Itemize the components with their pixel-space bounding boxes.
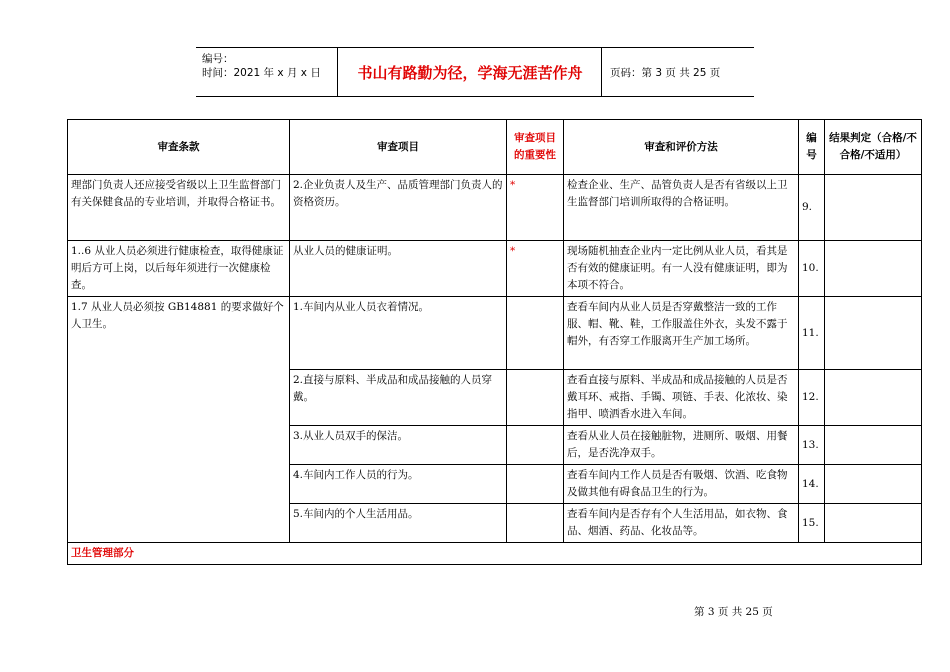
importance-cell <box>507 465 564 504</box>
importance-cell <box>507 426 564 465</box>
header-meta <box>196 48 338 96</box>
section-row <box>68 543 922 565</box>
method-cell: 查看车间内从业人员是否穿戴整洁一致的工作服、帽、靴、鞋，工作服盖住外衣，头发不露于帽外，有否穿工作服离开生产加工场所。 <box>564 297 799 370</box>
method-cell: 检查企业、生产、品管负责人是否有省级以上卫生监督部门培训所取得的合格证明。 <box>564 175 799 241</box>
page-label: 页码：第 3 页 共 25 页 <box>610 66 721 79</box>
method-cell: 现场随机抽查企业内一定比例从业人员，看其是否有效的健康证明。有一人没有健康证明，即为本项不符合。 <box>564 241 799 297</box>
item-cell: 从业人员的健康证明。 <box>290 241 507 297</box>
number-label: 编号： <box>202 53 234 65</box>
item-cell: 3.从业人员双手的保洁。 <box>290 426 507 465</box>
result-cell[interactable] <box>825 370 922 426</box>
method-cell: 查看车间内工作人员是否有吸烟、饮酒、吃食物及做其他有碍食品卫生的行为。 <box>564 465 799 504</box>
header-clause: 审查条款 <box>68 120 290 175</box>
number-cell: 9. <box>799 175 825 241</box>
item-cell: 2.直接与原料、半成品和成品接触的人员穿戴。 <box>290 370 507 426</box>
item-cell: 5.车间内的个人生活用品。 <box>290 504 507 543</box>
section-title: 卫生管理部分 <box>68 543 922 565</box>
number-cell: 13. <box>799 426 825 465</box>
header-row <box>68 120 922 175</box>
importance-cell <box>507 370 564 426</box>
method-cell: 查看从业人员在接触脏物，进厕所、吸烟、用餐后，是否洗净双手。 <box>564 426 799 465</box>
clause-cell: 1.7 从业人员必须按 GB14881 的要求做好个人卫生。 <box>68 297 290 543</box>
table-row <box>68 175 922 241</box>
audit-table <box>67 119 922 565</box>
header-number: 编号 <box>799 120 825 175</box>
number-cell: 10. <box>799 241 825 297</box>
result-cell[interactable] <box>825 241 922 297</box>
table-row <box>68 297 922 370</box>
importance-cell <box>507 504 564 543</box>
header-item: 审查项目 <box>290 120 507 175</box>
result-cell[interactable] <box>825 426 922 465</box>
number-cell: 15. <box>799 504 825 543</box>
time-label: 时间：2021 年 x 月 x 日 <box>202 67 321 79</box>
importance-cell <box>507 297 564 370</box>
header-importance: 审查项目的重要性 <box>507 120 564 175</box>
clause-cell: 理部门负责人还应接受省级以上卫生监督部门有关保健食品的专业培训，并取得合格证书。 <box>68 175 290 241</box>
result-cell[interactable] <box>825 297 922 370</box>
result-cell[interactable] <box>825 175 922 241</box>
item-cell: 1.车间内从业人员衣着情况。 <box>290 297 507 370</box>
clause-cell: 1..6 从业人员必须进行健康检查，取得健康证明后方可上岗，以后每年须进行一次健康检查。 <box>68 241 290 297</box>
number-cell: 14. <box>799 465 825 504</box>
number-cell: 11. <box>799 297 825 370</box>
page-footer: 第 3 页 共 25 页 <box>694 606 773 618</box>
item-cell: 2.企业负责人及生产、品质管理部门负责人的资格资历。 <box>290 175 507 241</box>
result-cell[interactable] <box>825 465 922 504</box>
table-row <box>68 241 922 297</box>
motto: 书山有路勤为径，学海无涯苦作舟 <box>339 48 602 96</box>
header-result: 结果判定（合格/不合格/不适用） <box>825 120 922 175</box>
page-header <box>196 47 754 97</box>
importance-cell: * <box>507 241 564 297</box>
method-cell: 查看车间内是否存有个人生活用品，如衣物、食品、烟酒、药品、化妆品等。 <box>564 504 799 543</box>
importance-cell: * <box>507 175 564 241</box>
method-cell: 查看直接与原料、半成品和成品接触的人员是否戴耳环、戒指、手镯、项链、手表、化浓妆、染指甲、喷洒香水进入车间。 <box>564 370 799 426</box>
header-method: 审查和评价方法 <box>564 120 799 175</box>
result-cell[interactable] <box>825 504 922 543</box>
item-cell: 4.车间内工作人员的行为。 <box>290 465 507 504</box>
number-cell: 12. <box>799 370 825 426</box>
